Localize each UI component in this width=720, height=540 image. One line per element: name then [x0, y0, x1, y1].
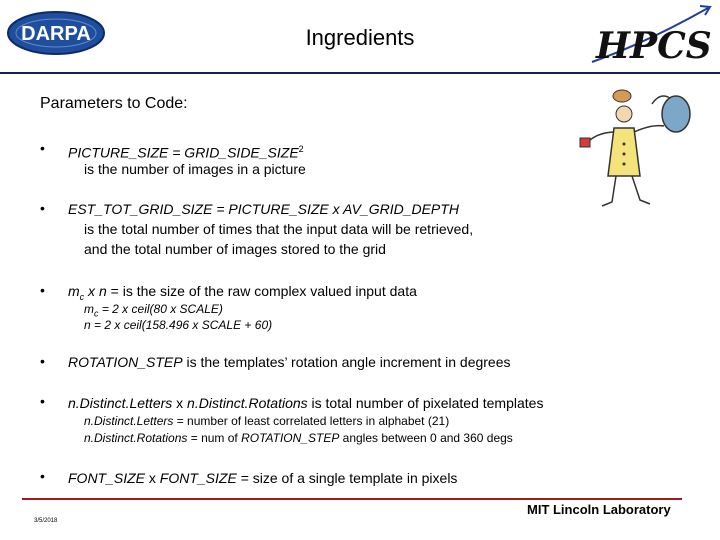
bullet-marker: • [40, 200, 45, 216]
bullet-est-desc-2: and the total number of images stored to the grid [84, 241, 386, 257]
svg-text:HPCS: HPCS [596, 25, 712, 67]
bullet-marker: • [40, 282, 45, 298]
svg-text:DARPA: DARPA [21, 23, 91, 45]
sub-n-formula: n = 2 x ceil(158.496 x SCALE + 60) [84, 318, 273, 332]
bullet-picture-size-desc: is the number of images in a picture [84, 161, 306, 177]
footer-date: 3/5/2018 [34, 518, 58, 524]
bullet-templates-count: n.Distinct.Letters x n.Distinct.Rotations is total number of pixelated templates [68, 395, 544, 411]
bullet-marker: • [40, 393, 45, 409]
bullet-picture-size: PICTURE_SIZE = $GRID\_SIDE\_SIZE^2$ [68, 144, 304, 161]
bullet-est-tot-grid-size: EST_TOT_GRID_SIZE = PICTURE_SIZE x AV_GRID_DEPTH [68, 201, 459, 217]
hpcs-logo [588, 2, 716, 68]
bullet-marker: • [40, 140, 45, 156]
header-rule [0, 72, 720, 74]
sub-distinct-rotations: n.Distinct.Rotations = num of ROTATION_STEP angles between 0 and 360 degs [84, 431, 513, 445]
bullet-rotation-step: ROTATION_STEP is the templates’ rotation angle increment in degrees [68, 354, 511, 370]
bullet-marker: • [40, 468, 45, 484]
footer-rule [22, 498, 682, 500]
bullet-marker: • [40, 353, 45, 369]
bullet-font-size: FONT_SIZE x FONT_SIZE = size of a single template in pixels [68, 470, 458, 486]
sub-distinct-letters: n.Distinct.Letters = number of least correlated letters in alphabet (21) [84, 414, 450, 428]
bullet-est-desc-1: is the total number of times that the input data will be retrieved, [84, 221, 474, 237]
footer-lab-name: MIT Lincoln Laboratory [527, 502, 671, 517]
slide-title: Ingredients [305, 25, 415, 50]
chef-clipart [572, 84, 702, 214]
bullet-input-size: $m_c$ x n = is the size of the raw complex valued input data [68, 283, 417, 302]
intro-heading: Parameters to Code: [40, 95, 188, 112]
sub-mc-formula: $m_c = 2$ x ceil(80 x SCALE) [84, 302, 223, 319]
